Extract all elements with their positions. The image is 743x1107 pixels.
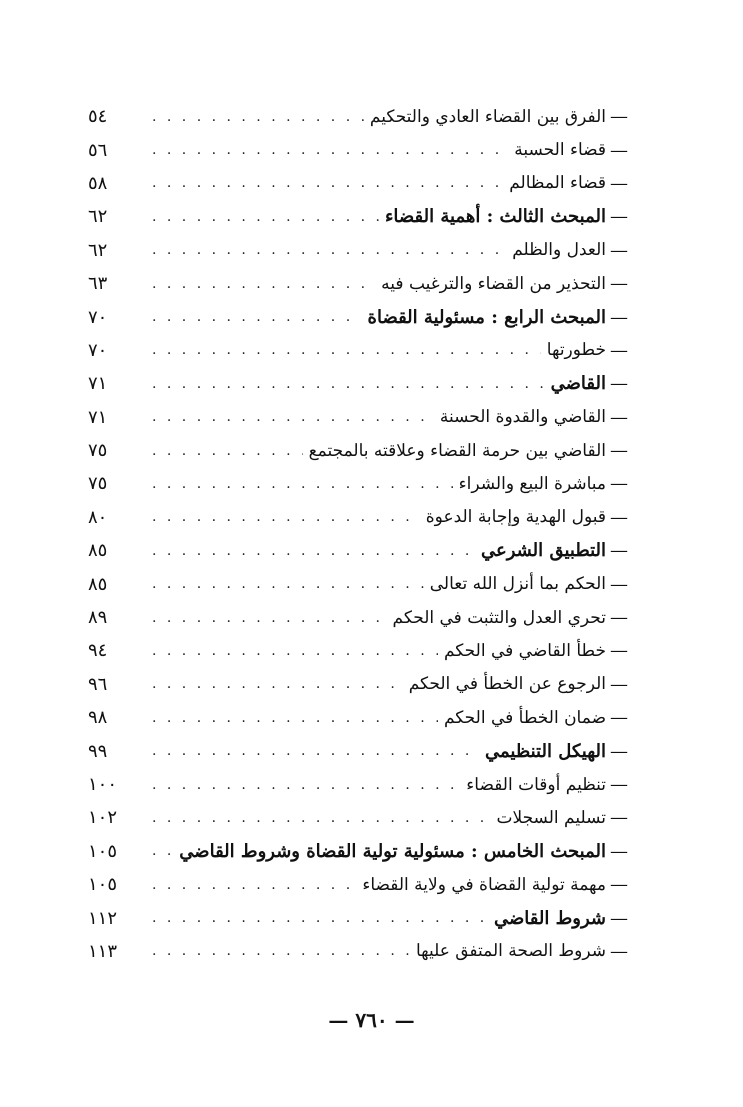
entry-page-number: ١١٣ xyxy=(88,940,118,962)
toc-entry xyxy=(88,167,628,200)
entry-page-number: ٦٣ xyxy=(88,273,108,295)
entry-title: العدل والظلم xyxy=(512,240,606,261)
toc-entry xyxy=(88,734,628,767)
dot-leader xyxy=(148,877,356,893)
entry-dash: — xyxy=(610,206,628,228)
section-heading: المبحث الخامس : مسئولية تولية القضاة وشروط القاضي xyxy=(179,840,606,862)
entry-page-number: ٩٦ xyxy=(88,673,108,695)
dot-leader xyxy=(148,443,303,459)
toc-entry xyxy=(88,334,628,367)
entry-dash: — xyxy=(610,273,628,295)
dot-leader xyxy=(148,743,479,759)
entry-page-number: ٩٩ xyxy=(88,740,108,762)
entry-title: الفرق بين القضاء العادي والتحكيم xyxy=(369,106,606,127)
entry-page-number: ٥٦ xyxy=(88,139,108,161)
section-heading: القاضي xyxy=(550,373,606,395)
entry-page-number: ٨٥ xyxy=(88,573,108,595)
entry-dash: — xyxy=(610,807,628,829)
entry-title: قضاء المظالم xyxy=(509,173,606,194)
toc-entry xyxy=(88,768,628,801)
entry-page-number: ٨٥ xyxy=(88,540,108,562)
toc-entry xyxy=(88,367,628,400)
dot-leader xyxy=(148,843,173,859)
entry-title: الحكم بما أنزل الله تعالى xyxy=(429,574,606,595)
entry-dash: — xyxy=(610,106,628,128)
toc-entry xyxy=(88,401,628,434)
dot-leader xyxy=(148,610,387,626)
dot-leader xyxy=(148,576,424,592)
entry-page-number: ٧١ xyxy=(88,373,108,395)
entry-dash: — xyxy=(610,506,628,528)
table-of-contents xyxy=(88,100,628,968)
toc-entry xyxy=(88,234,628,267)
entry-dash: — xyxy=(610,907,628,929)
entry-title: تسليم السجلات xyxy=(496,807,606,828)
entry-page-number: ٧٠ xyxy=(88,339,108,361)
toc-entry xyxy=(88,901,628,934)
section-heading: الهيكل التنظيمي xyxy=(484,740,606,762)
entry-page-number: ٨٠ xyxy=(88,506,108,528)
entry-title: خطأ القاضي في الحكم xyxy=(443,640,606,661)
toc-entry xyxy=(88,634,628,667)
dot-leader xyxy=(148,376,545,392)
toc-entry xyxy=(88,567,628,600)
dot-leader xyxy=(148,810,490,826)
entry-page-number: ١٠٥ xyxy=(88,840,118,862)
dot-leader xyxy=(148,409,434,425)
toc-entry xyxy=(88,668,628,701)
dot-leader xyxy=(148,109,364,125)
dot-leader xyxy=(148,543,475,559)
entry-dash: — xyxy=(610,573,628,595)
dot-leader xyxy=(148,676,403,692)
entry-title: قضاء الحسبة xyxy=(514,140,606,161)
entry-dash: — xyxy=(610,774,628,795)
section-heading: المبحث الرابع : مسئولية القضاة xyxy=(367,306,606,328)
dot-leader xyxy=(148,910,488,926)
dot-leader xyxy=(148,509,420,525)
dot-leader xyxy=(148,643,438,659)
entry-title: القاضي بين حرمة القضاء وعلاقته بالمجتمع xyxy=(308,440,606,461)
entry-title: ضمان الخطأ في الحكم xyxy=(443,707,606,728)
dot-leader xyxy=(148,342,541,358)
entry-page-number: ١٠٢ xyxy=(88,807,118,829)
entry-dash: — xyxy=(610,239,628,261)
toc-entry xyxy=(88,133,628,166)
entry-page-number: ٦٢ xyxy=(88,239,108,261)
entry-page-number: ٧٥ xyxy=(88,473,108,495)
toc-entry xyxy=(88,534,628,567)
entry-title: القاضي والقدوة الحسنة xyxy=(439,407,606,428)
entry-title: قبول الهدية وإجابة الدعوة xyxy=(425,507,606,528)
entry-page-number: ٧٥ xyxy=(88,440,108,462)
toc-entry xyxy=(88,100,628,133)
section-heading: التطبيق الشرعي xyxy=(480,540,606,562)
entry-dash: — xyxy=(610,339,628,361)
dot-leader xyxy=(148,777,460,793)
entry-dash: — xyxy=(610,373,628,395)
entry-page-number: ٩٨ xyxy=(88,707,108,729)
entry-page-number: ٦٢ xyxy=(88,206,108,228)
entry-title: مباشرة البيع والشراء xyxy=(458,473,606,494)
entry-dash: — xyxy=(610,406,628,428)
entry-page-number: ٥٨ xyxy=(88,172,108,194)
section-heading: شروط القاضي xyxy=(494,907,606,929)
entry-dash: — xyxy=(610,874,628,896)
page-number: — ٧٦٠ — xyxy=(328,1008,415,1032)
entry-title: تنظيم أوقات القضاء xyxy=(466,774,606,795)
toc-entry xyxy=(88,501,628,534)
toc-entry xyxy=(88,200,628,233)
entry-page-number: ٨٩ xyxy=(88,607,108,629)
entry-dash: — xyxy=(610,139,628,161)
entry-page-number: ٩٤ xyxy=(88,640,108,662)
dot-leader xyxy=(148,175,503,191)
entry-title: مهمة تولية القضاة في ولاية القضاء xyxy=(362,874,606,895)
toc-entry xyxy=(88,801,628,834)
entry-dash: — xyxy=(610,440,628,462)
entry-page-number: ٥٤ xyxy=(88,106,108,128)
entry-dash: — xyxy=(610,940,628,962)
entry-title: شروط الصحة المتفق عليها xyxy=(415,941,606,962)
dot-leader xyxy=(148,142,508,158)
entry-dash: — xyxy=(610,673,628,695)
section-heading: المبحث الثالث : أهمية القضاء xyxy=(384,206,606,228)
entry-dash: — xyxy=(610,540,628,562)
entry-title: التحذير من القضاء والترغيب فيه xyxy=(381,273,606,294)
toc-entry xyxy=(88,835,628,868)
entry-dash: — xyxy=(610,840,628,862)
entry-page-number: ١٠٥ xyxy=(88,874,118,896)
entry-title: الرجوع عن الخطأ في الحكم xyxy=(408,674,606,695)
entry-dash: — xyxy=(610,640,628,662)
toc-entry xyxy=(88,935,628,968)
entry-dash: — xyxy=(610,607,628,629)
entry-page-number: ١٠٠ xyxy=(88,774,118,795)
entry-dash: — xyxy=(610,306,628,328)
toc-entry xyxy=(88,868,628,901)
toc-entry xyxy=(88,601,628,634)
dot-leader xyxy=(148,710,438,726)
entry-title: تحري العدل والتثبت في الحكم xyxy=(392,607,606,628)
dot-leader xyxy=(148,242,506,258)
entry-page-number: ٧٠ xyxy=(88,306,108,328)
toc-entry xyxy=(88,267,628,300)
entry-page-number: ١١٢ xyxy=(88,907,118,929)
dot-leader xyxy=(148,943,410,959)
dot-leader xyxy=(148,309,362,325)
toc-entry xyxy=(88,467,628,500)
entry-title: خطورتها xyxy=(546,340,606,361)
entry-dash: — xyxy=(610,172,628,194)
toc-entry xyxy=(88,701,628,734)
toc-entry xyxy=(88,300,628,333)
entry-dash: — xyxy=(610,740,628,762)
dot-leader xyxy=(148,276,375,292)
toc-entry xyxy=(88,434,628,467)
dot-leader xyxy=(148,209,379,225)
dot-leader xyxy=(148,476,453,492)
entry-dash: — xyxy=(610,473,628,495)
entry-page-number: ٧١ xyxy=(88,406,108,428)
entry-dash: — xyxy=(610,707,628,729)
